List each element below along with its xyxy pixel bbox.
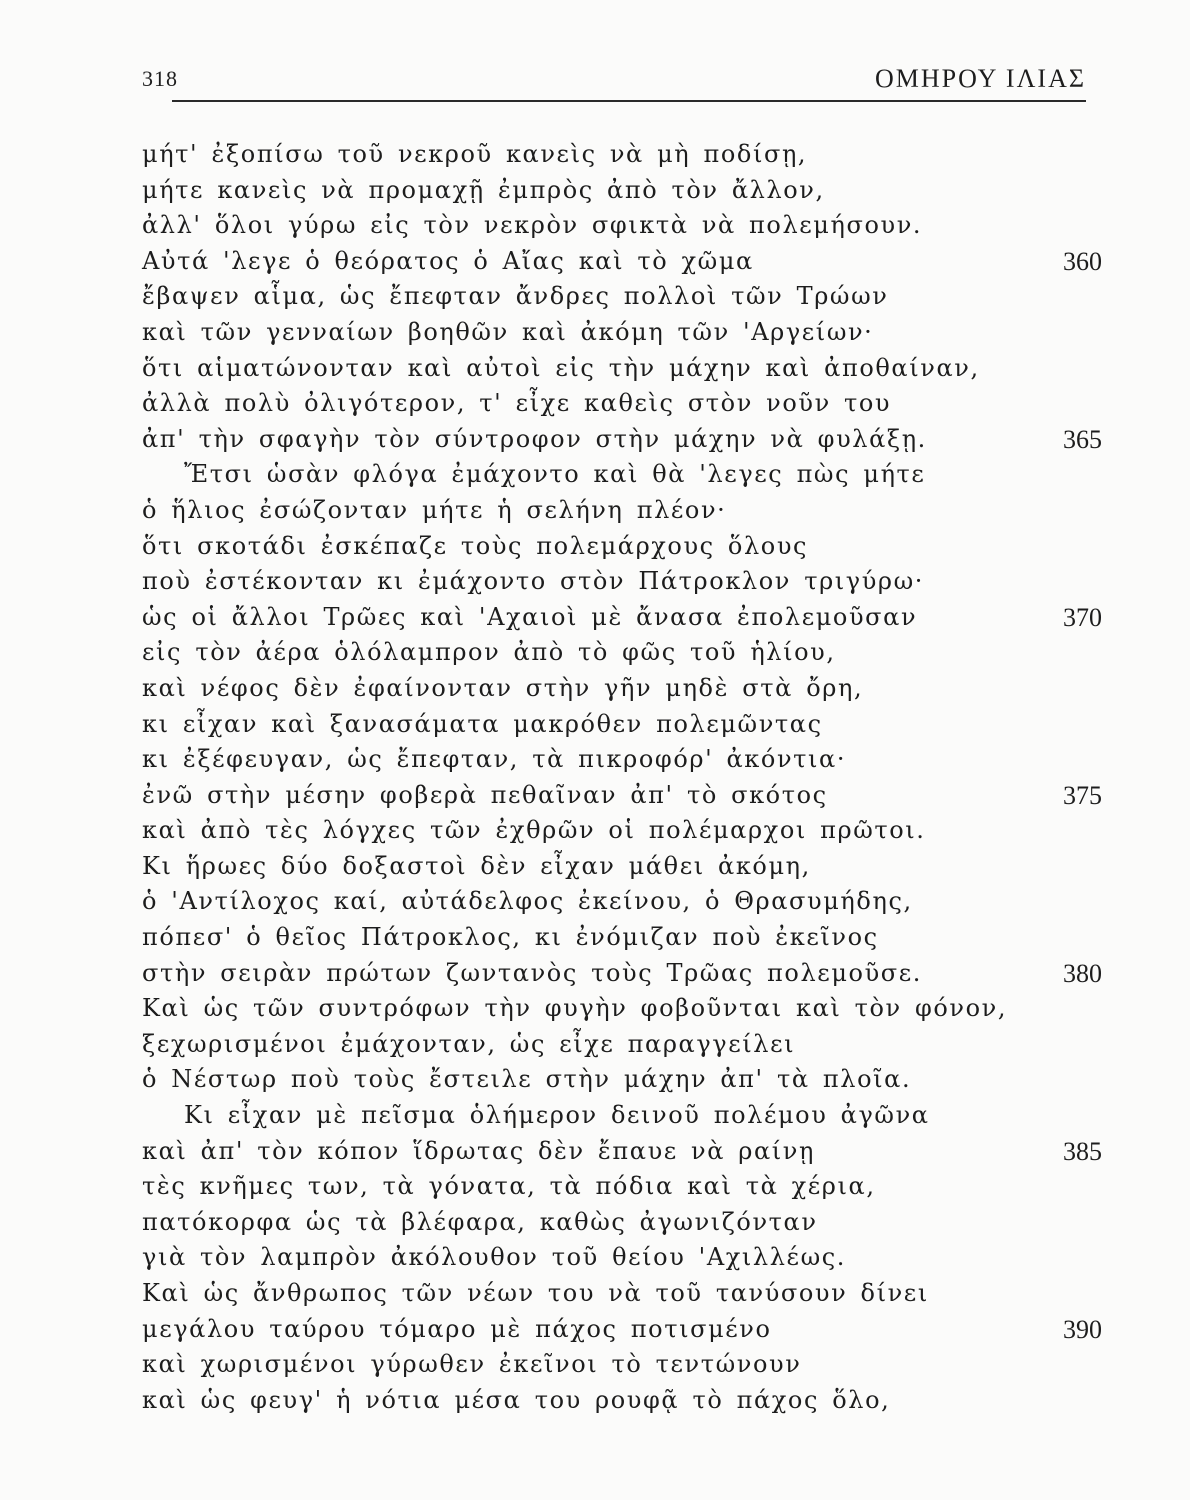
verse-line <box>142 1276 1102 1312</box>
verse-text: ὁ ἥλιος ἐσώζονταν μήτε ἡ σελήνη πλέον· <box>142 495 727 524</box>
verse-line <box>142 529 1102 565</box>
line-number: 390 <box>1063 1314 1102 1344</box>
line-number: 370 <box>1063 602 1102 632</box>
verse-text: Καὶ ὡς τῶν συντρόφων τὴν φυγὴν φοβοῦνται καὶ τὸν φόνον, <box>142 994 1008 1023</box>
verse-line <box>142 1383 1102 1419</box>
verse-text: κι εἶχαν καὶ ξανασάματα μακρόθεν πολεμῶντας <box>142 709 823 738</box>
verse-text: Κι εἶχαν μὲ πεῖσμα ὁλήμερον δεινοῦ πολέμου ἀγῶνα <box>184 1101 930 1130</box>
verse-line <box>142 849 1102 885</box>
verse-line <box>142 707 1102 743</box>
verse-line <box>142 244 1102 280</box>
verse-list <box>142 137 1102 1418</box>
verse-line <box>142 137 1102 173</box>
verse-text: γιὰ τὸν λαμπρὸν ἀκόλουθον τοῦ θείου 'Αχιλλέως. <box>142 1243 847 1272</box>
verse-text: εἰς τὸν ἀέρα ὁλόλαμπρον ἀπὸ τὸ φῶς τοῦ ἡλίου, <box>142 638 836 667</box>
verse-text: καὶ ἀπ' τὸν κόπον ἵδρωτας δὲν ἔπαυε νὰ ραίνῃ <box>142 1136 815 1165</box>
header-rule <box>172 100 1086 102</box>
verse-line <box>142 635 1102 671</box>
verse-text: ξεχωρισμένοι ἐμάχονταν, ὡς εἶχε παραγγείλει <box>142 1029 796 1058</box>
verse-line <box>142 1062 1102 1098</box>
verse-text: ἐνῶ στὴν μέσην φοβερὰ πεθαῖναν ἀπ' τὸ σκότος <box>142 780 828 809</box>
verse-line <box>142 1347 1102 1383</box>
verse-line <box>142 422 1102 458</box>
verse-line <box>142 1098 1102 1134</box>
verse-text: ἀπ' τὴν σφαγὴν τὸν σύντροφον στὴν μάχην νὰ φυλάξῃ. <box>142 424 927 453</box>
line-number: 375 <box>1063 780 1102 810</box>
verse-text: ποὺ ἐστέκονταν κι ἐμάχοντο στὸν Πάτροκλον τριγύρω· <box>142 567 925 596</box>
verse-line <box>142 742 1102 778</box>
verse-text: πατόκορφα ὡς τὰ βλέφαρα, καθὼς ἀγωνιζόνταν <box>142 1207 818 1236</box>
line-number: 365 <box>1063 424 1102 454</box>
verse-line <box>142 1169 1102 1205</box>
verse-line <box>142 564 1102 600</box>
verse-text: ἔβαψεν αἷμα, ὡς ἔπεφταν ἄνδρες πολλοὶ τῶν Τρώων <box>142 282 889 311</box>
verse-text: καὶ ὡς φευγ' ἡ νότια μέσα του ρουφᾷ τὸ πάχος ὅλο, <box>142 1385 891 1414</box>
verse-text: καὶ χωρισμένοι γύρωθεν ἐκεῖνοι τὸ τεντώνουν <box>142 1350 802 1379</box>
verse-line <box>142 173 1102 209</box>
verse-text: ὁ Νέστωρ ποὺ τοὺς ἔστειλε στὴν μάχην ἀπ' τὰ πλοῖα. <box>142 1065 912 1094</box>
line-number: 385 <box>1063 1136 1102 1166</box>
verse-line <box>142 920 1102 956</box>
verse-line <box>142 315 1102 351</box>
verse-line <box>142 279 1102 315</box>
verse-text: Καὶ ὡς ἄνθρωπος τῶν νέων του νὰ τοῦ τανύσουν δίνει <box>142 1279 929 1307</box>
verse-text: Αὐτά 'λεγε ὁ θεόρατος ὁ Αἴας καὶ τὸ χῶμα <box>142 246 754 275</box>
verse-line <box>142 1027 1102 1063</box>
verse-line <box>142 457 1102 493</box>
verse-line <box>142 351 1102 387</box>
verse-text: ὅτι αἱματώνονταν καὶ αὐτοὶ εἰς τὴν μάχην καὶ ἀποθαίναν, <box>142 353 980 382</box>
verse-line <box>142 1134 1102 1170</box>
verse-line <box>142 991 1102 1027</box>
running-title: ΟΜΗΡΟΥ ΙΛΙΑΣ <box>874 64 1086 93</box>
verse-text: μήτ' ἐξοπίσω τοῦ νεκροῦ κανεὶς νὰ μὴ ποδίσῃ, <box>142 140 808 168</box>
verse-text: τὲς κνῆμες των, τὰ γόνατα, τὰ πόδια καὶ τὰ χέρια, <box>142 1172 876 1201</box>
verse-line <box>142 813 1102 849</box>
verse-text: ἀλλὰ πολὺ ὀλιγότερον, τ' εἶχε καθεὶς στὸν νοῦν του <box>142 389 892 418</box>
verse-text: μήτε κανεὶς νὰ προμαχῇ ἐμπρὸς ἀπὸ τὸν ἄλλον, <box>142 175 825 204</box>
verse-text: ὅτι σκοτάδι ἐσκέπαζε τοὺς πολεμάρχους ὅλους <box>142 531 809 560</box>
verse-line <box>142 1205 1102 1241</box>
verse-text: Κι ἥρωες δύο δοξαστοὶ δὲν εἶχαν μάθει ἀκόμη, <box>142 851 811 880</box>
verse-line <box>142 1240 1102 1276</box>
verse-line <box>142 386 1102 422</box>
verse-line <box>142 671 1102 707</box>
verse-text: πόπεσ' ὁ θεῖος Πάτροκλος, κι ἐνόμιζαν ποὺ ἐκεῖνος <box>142 923 879 952</box>
verse-line <box>142 493 1102 529</box>
line-number: 380 <box>1063 958 1102 988</box>
page-number: 318 <box>142 66 178 91</box>
verse-line <box>142 778 1102 814</box>
verse-text: καὶ τῶν γενναίων βοηθῶν καὶ ἀκόμη τῶν 'Αργείων· <box>142 317 874 346</box>
verse-text: καὶ ἀπὸ τὲς λόγχες τῶν ἐχθρῶν οἱ πολέμαρχοι πρῶτοι. <box>142 816 926 845</box>
verse-line <box>142 956 1102 992</box>
verse-text: ὡς οἱ ἄλλοι Τρῶες καὶ 'Αχαιοὶ μὲ ἄνασα ἐπολεμοῦσαν <box>142 602 918 631</box>
verse-line <box>142 1312 1102 1348</box>
verse-text: ἀλλ' ὅλοι γύρω εἰς τὸν νεκρὸν σφικτὰ νὰ πολεμήσουν. <box>142 211 923 240</box>
verse-text: καὶ νέφος δὲν ἐφαίνονταν στὴν γῆν μηδὲ στὰ ὄρη, <box>142 673 864 702</box>
verse-text: κι ἐξέφευγαν, ὡς ἔπεφταν, τὰ πικροφόρ' ἀκόντια· <box>142 745 847 774</box>
verse-text: μεγάλου ταύρου τόμαρο μὲ πάχος ποτισμένο <box>142 1314 772 1343</box>
verse-text: στὴν σειρὰν πρώτων ζωντανὸς τοὺς Τρῶας πολεμοῦσε. <box>142 958 923 987</box>
verse-line <box>142 208 1102 244</box>
verse-text: Ἔτσι ὡσὰν φλόγα ἐμάχοντο καὶ θὰ 'λεγες πὼς μήτε <box>184 460 926 489</box>
line-number: 360 <box>1063 246 1102 276</box>
verse-text: ὁ 'Αντίλοχος καί, αὐτάδελφος ἐκείνου, ὁ Θρασυμήδης, <box>142 887 913 916</box>
verse-line <box>142 884 1102 920</box>
verse-line <box>142 600 1102 636</box>
